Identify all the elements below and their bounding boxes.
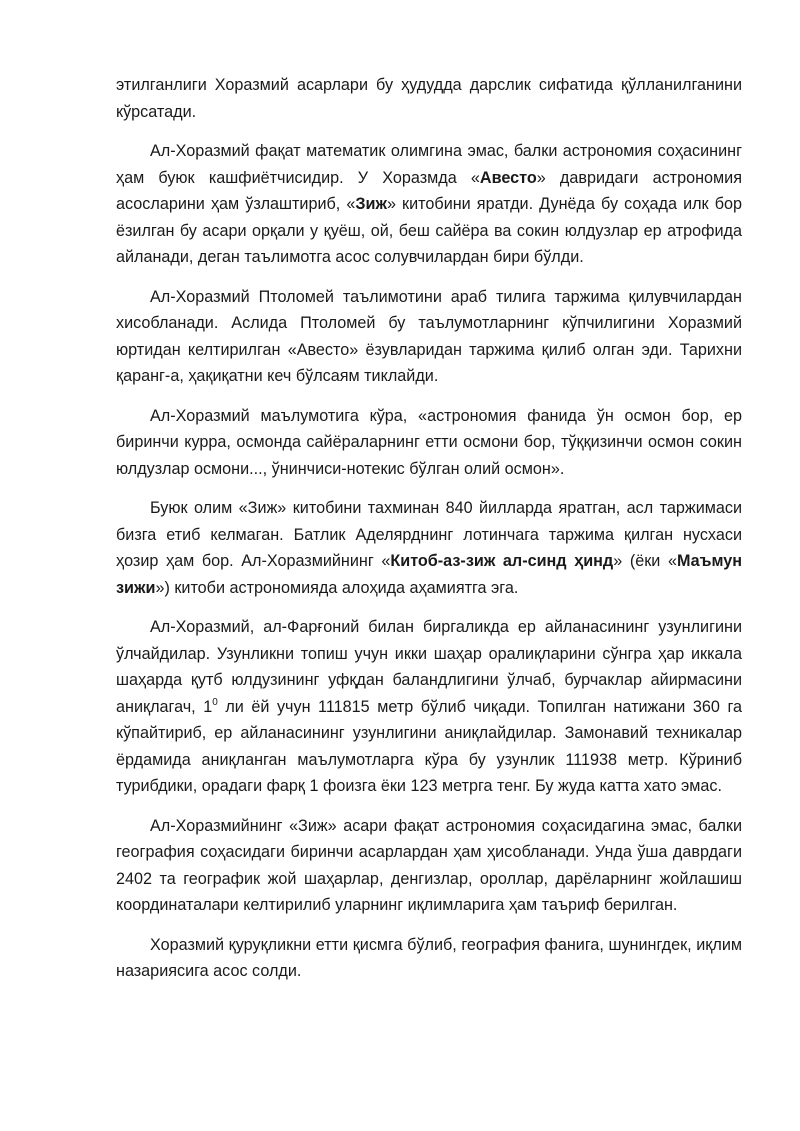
paragraph-5-text-c: » (ёки « <box>613 552 677 570</box>
paragraph-2-text-a: Ал-Хоразмий фақат математик олимгина эмас, балки астрономия соҳасининг ҳам буюк кашфиётчисидир. У Хоразмда « <box>116 142 742 187</box>
degree-superscript: 0 <box>212 696 218 708</box>
paragraph-1-text: этилганлиги Хоразмий асарлари бу ҳудудда дарслик сифатида қўлланилганини кўрсатади. <box>116 76 742 121</box>
paragraph-6 <box>116 614 742 800</box>
paragraph-7 <box>116 813 742 919</box>
paragraph-4-text: Ал-Хоразмий маълумотига кўра, «астрономия фанида ўн осмон бор, ер биринчи курра, осмонда сайёраларнинг етти осмони бор, тўққизинчи осмон сокин юлдузлар осмони..., ўнинчиси-нотекис бўлган олий осмон». <box>116 406 742 478</box>
paragraph-2 <box>116 138 742 271</box>
paragraph-5-bold-kitob: Китоб-аз-зиж ал-синд ҳинд <box>390 552 614 570</box>
paragraph-6-text-b: ли ёй учун 111815 метр бўлиб чиқади. Топилган натижани 360 га кўпайтириб, ер айланасининг узунлигини аниқлайдилар. Замонавий техникалар ёрдамида аниқланган маълумотларга кўра бу узунлик 111938 метр. Кўриниб турибдики, орадаги фарқ 1 фоизга ёки 123 метрга тенг. Бу жуда катта хато эмас. <box>116 697 742 795</box>
paragraph-7-text: Ал-Хоразмийнинг «Зиж» асари фақат астрономия соҳасидагина эмас, балки география соҳасидаги биринчи асарлардан ҳам ҳисобланади. Унда ўша даврдаги 2402 та географик жой шаҳарлар, денгизлар, ороллар, дарёларнинг жойлашиш координаталари келтирилиб уларнинг иқлимларига ҳам таъриф берилган. <box>116 816 742 914</box>
paragraph-6-text-a: Ал-Хоразмий, ал-Фарғоний билан биргаликда ер айланасининг узунлигини ўлчайдилар. Узунликни топиш учун икки шаҳар оралиқларини сўнгра ҳар иккала шаҳарда қутб юлдузининг уфқдан баландлигини ўлчаб, бурчаклар айирмасини аниқлагач, 1 <box>116 618 742 716</box>
paragraph-5-bold-mamun: Маъмун зижи <box>116 552 742 597</box>
paragraph-2-bold-avesto: Авесто <box>479 168 537 187</box>
paragraph-1 <box>116 72 742 125</box>
paragraph-2-bold-zij: Зиж <box>355 195 387 213</box>
document-page <box>116 72 742 998</box>
paragraph-5-text-d: ») китоби астрономияда алоҳида аҳамиятга эга. <box>155 578 519 597</box>
paragraph-5-text-a: Буюк олим «Зиж» китобини тахминан 840 йилларда яратган, асл таржимаси бизга етиб келмаган. Батлик Аделярднинг лотинчага таржима қилган нусхаси ҳозир ҳам бор. Ал-Хоразмийнинг « <box>116 499 742 570</box>
paragraph-2-text-d: » китобини яратди. Дунёда бу соҳада илк бор ёзилган бу асари орқали у қуёш, ой, беш сайёра ва сокин юлдузлар ер атрофида айланади, деган таълимотга асос солувчилардан бири бўлди. <box>116 195 742 266</box>
paragraph-8-text: Хоразмий қуруқликни етти қисмга бўлиб, география фанига, шунингдек, иқлим назариясига асос солди. <box>116 935 742 980</box>
paragraph-8 <box>116 932 742 985</box>
paragraph-3 <box>116 284 742 390</box>
paragraph-5 <box>116 495 742 601</box>
paragraph-3-text: Ал-Хоразмий Птоломей таълимотини араб тилига таржима қилувчилардан хисобланади. Аслида Птоломей бу таълумотларнинг кўпчилигини Хоразмий юртидан келтирилган «Авесто» ёзувларидан таржима қилиб олган эди. Тарихни қаранг-а, ҳақиқатни кеч бўлсаям тиклайди. <box>116 287 742 385</box>
paragraph-4 <box>116 403 742 483</box>
paragraph-2-text-c: » давридаги астрономия асосларини ҳам ўзлаштириб, « <box>116 168 742 213</box>
